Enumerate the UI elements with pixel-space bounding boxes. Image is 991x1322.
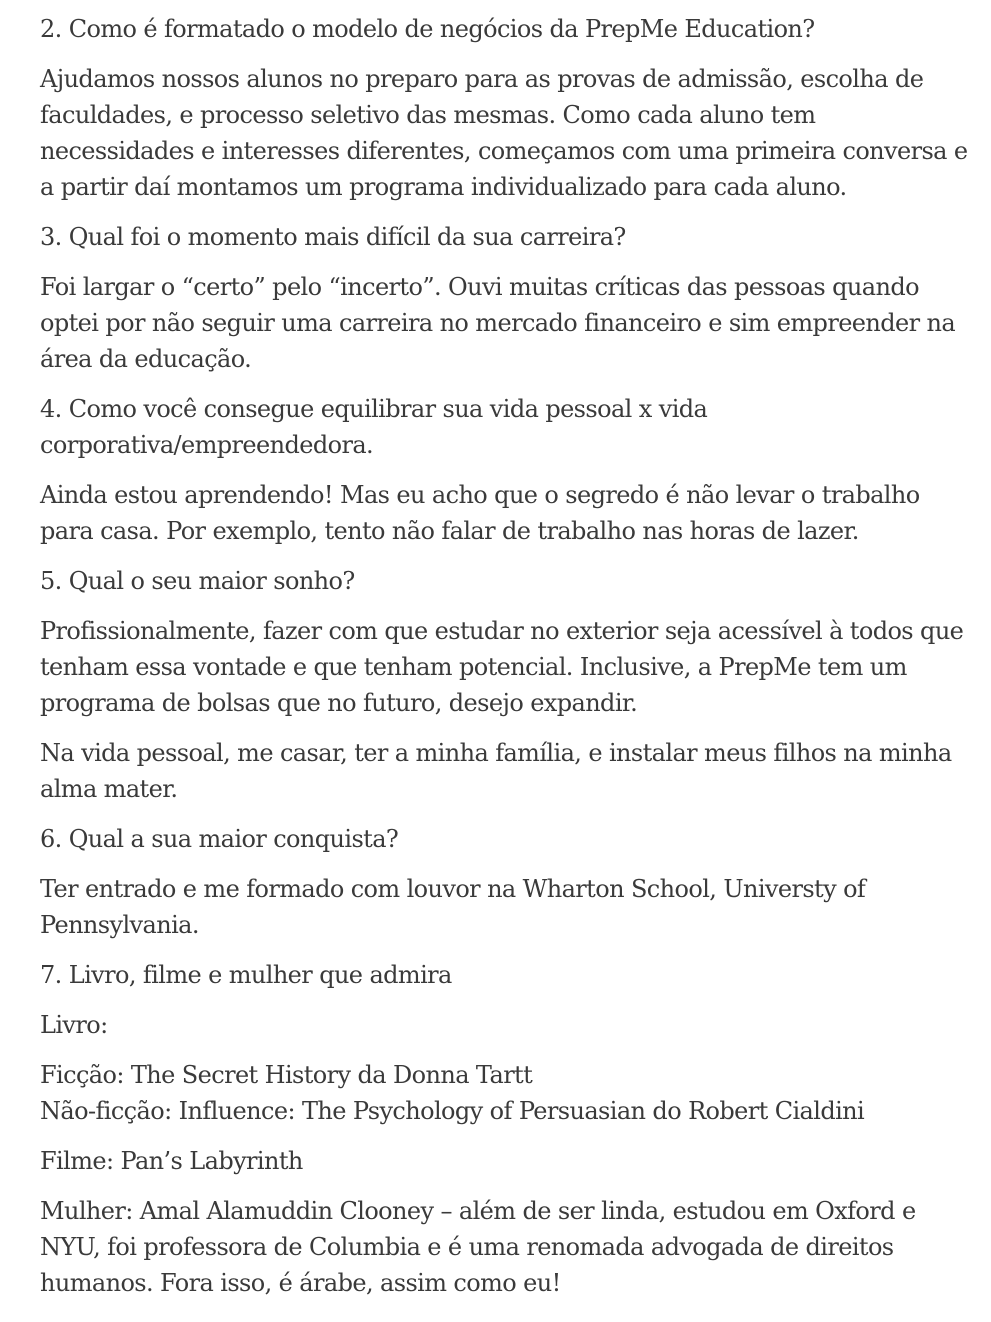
book-list bbox=[40, 1057, 975, 1129]
book-fiction: Ficção: The Secret History da Donna Tartt bbox=[40, 1061, 533, 1089]
question-2: 2. Como é formatado o modelo de negócios da PrepMe Education? bbox=[40, 15, 815, 43]
question-4: 4. Como você consegue equilibrar sua vida pessoal x vida corporativa/empreendedora. bbox=[40, 395, 708, 459]
answer-5-professional: Profissionalmente, fazer com que estudar no exterior seja acessível à todos que tenham essa vontade e que tenham potencial. Inclusive, a PrepMe tem um programa de bolsas que no futuro, desejo expandir. bbox=[40, 617, 964, 717]
answer-5-personal: Na vida pessoal, me casar, ter a minha família, e instalar meus filhos na minha alma mater. bbox=[40, 739, 952, 803]
answer-4: Ainda estou aprendendo! Mas eu acho que o segredo é não levar o trabalho para casa. Por exemplo, tento não falar de trabalho nas horas de lazer. bbox=[40, 481, 920, 545]
article-body bbox=[40, 11, 975, 1315]
answer-3: Foi largar o “certo” pelo “incerto”. Ouvi muitas críticas das pessoas quando optei por não seguir uma carreira no mercado financeiro e sim empreender na área da educação. bbox=[40, 273, 956, 373]
answer-6: Ter entrado e me formado com louvor na Wharton School, Universty of Pennsylvania. bbox=[40, 875, 866, 939]
woman-answer: Mulher: Amal Alamuddin Clooney – além de ser linda, estudou em Oxford e NYU, foi professora de Columbia e é uma renomada advogada de direitos humanos. Fora isso, é árabe, assim como eu! bbox=[40, 1197, 916, 1297]
book-nonfiction: Não-ficção: Influence: The Psychology of Persuasian do Robert Cialdini bbox=[40, 1097, 865, 1125]
question-6: 6. Qual a sua maior conquista? bbox=[40, 825, 399, 853]
question-5: 5. Qual o seu maior sonho? bbox=[40, 567, 355, 595]
question-3: 3. Qual foi o momento mais difícil da sua carreira? bbox=[40, 223, 626, 251]
book-label: Livro: bbox=[40, 1011, 108, 1039]
film-answer: Filme: Pan’s Labyrinth bbox=[40, 1147, 303, 1175]
answer-2: Ajudamos nossos alunos no preparo para as provas de admissão, escolha de faculdades, e processo seletivo das mesmas. Como cada aluno tem necessidades e interesses diferentes, começamos com uma primeira conversa e a partir daí montamos um programa individualizado para cada aluno. bbox=[40, 65, 968, 201]
question-7: 7. Livro, filme e mulher que admira bbox=[40, 961, 452, 989]
